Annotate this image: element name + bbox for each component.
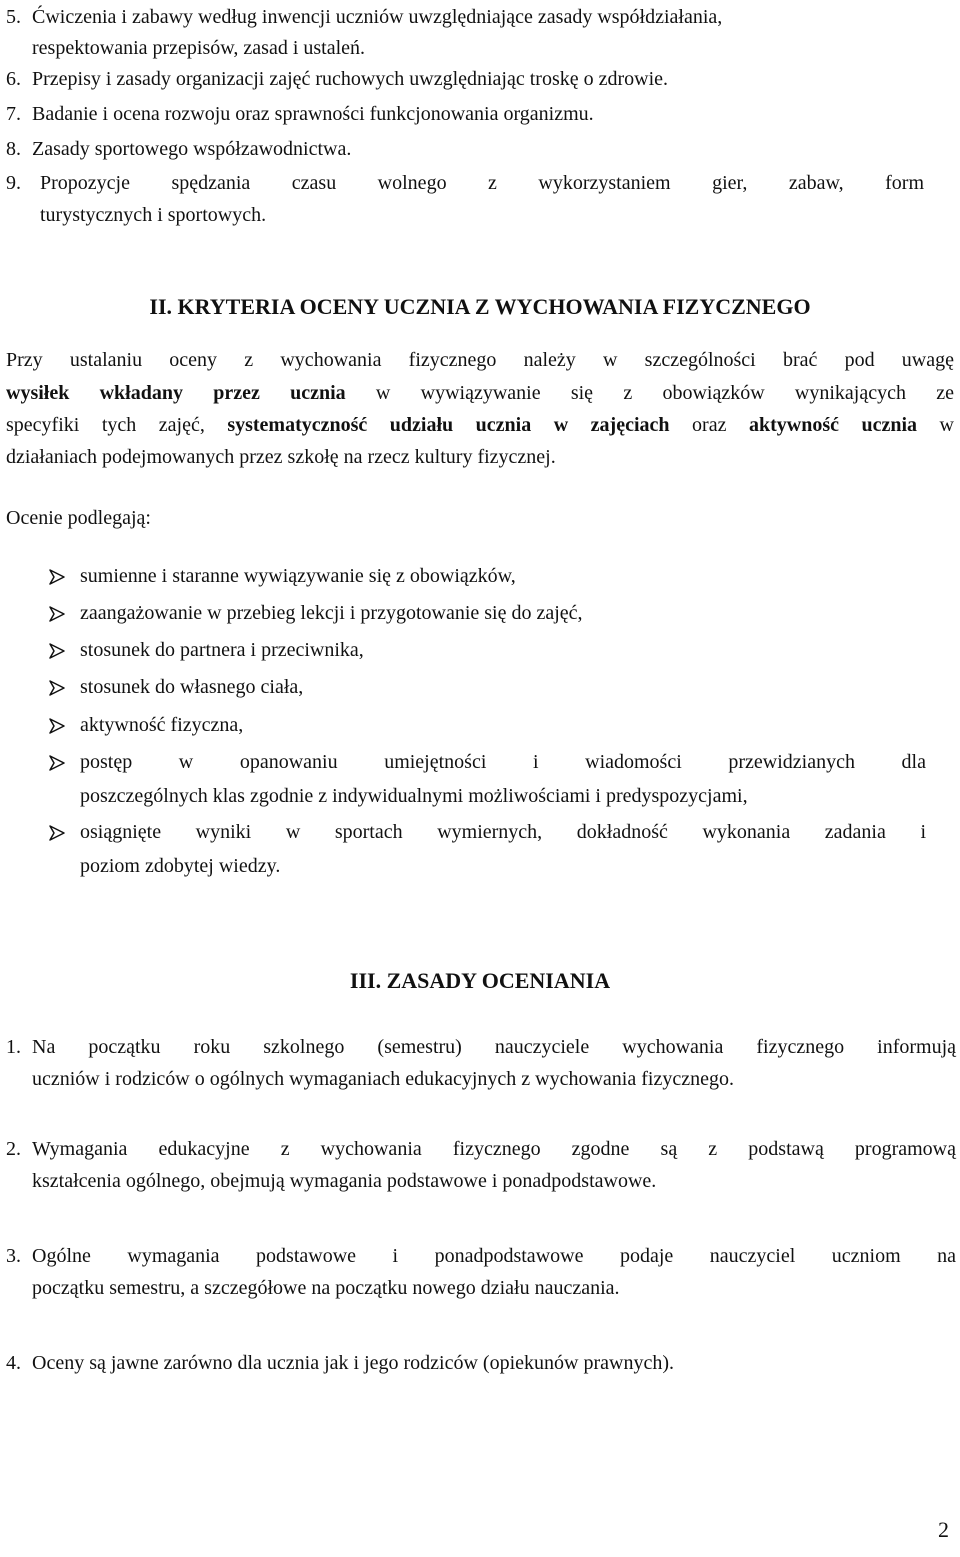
list-item: sumienne i staranne wywiązywanie się z obowiązków, xyxy=(80,565,516,587)
paragraph-text: w wywiązywanie się z obowiązków wynikających ze xyxy=(345,382,954,404)
paragraph-line xyxy=(6,380,954,406)
list-item-text: respektowania przepisów, zasad i ustaleń. xyxy=(32,37,366,59)
list-item-text: Przepisy i zasady organizacji zajęć ruchowych uwzględniając troskę o zdrowie. xyxy=(32,68,669,90)
arrow-bullet-icon xyxy=(48,679,66,697)
list-number: 1. xyxy=(6,1036,21,1058)
arrow-bullet-icon xyxy=(48,642,66,660)
list-number: 5. xyxy=(6,6,21,28)
page-number: 2 xyxy=(938,1517,949,1542)
emphasis-systematic: systematyczność udziału ucznia w zajęciach xyxy=(227,414,670,436)
list-number: 8. xyxy=(6,138,21,160)
list-item-text: Badanie i ocena rozwoju oraz sprawności funkcjonowania organizmu. xyxy=(32,103,594,125)
list-item: stosunek do własnego ciała, xyxy=(80,676,304,698)
list-item-text: kształcenia ogólnego, obejmują wymagania podstawowe i ponadpodstawowe. xyxy=(32,1170,657,1192)
arrow-bullet-icon xyxy=(48,605,66,623)
list-number: 9. xyxy=(6,172,21,194)
list-item: zaangażowanie w przebieg lekcji i przygotowanie się do zajęć, xyxy=(80,602,583,624)
list-item-text: Wymagania edukacyjne z wychowania fizycznego zgodne są z podstawą programową xyxy=(32,1138,956,1160)
list-item-text: Ogólne wymagania podstawowe i ponadpodstawowe podaje nauczyciel uczniom na xyxy=(32,1245,956,1267)
arrow-bullet-icon xyxy=(48,754,66,772)
list-number: 4. xyxy=(6,1352,21,1374)
arrow-bullet-icon xyxy=(48,824,66,842)
list-item-text: Zasady sportowego współzawodnictwa. xyxy=(32,138,352,160)
arrow-bullet-icon xyxy=(48,717,66,735)
list-item-text: uczniów i rodziców o ogólnych wymaganiach edukacyjnych z wychowania fizycznego. xyxy=(32,1068,734,1090)
paragraph-text: specyfiki tych zajęć, xyxy=(6,414,228,436)
list-item-text: turystycznych i sportowych. xyxy=(40,204,267,226)
list-item: aktywność fizyczna, xyxy=(80,714,244,736)
list-item-text: Oceny są jawne zarówno dla ucznia jak i jego rodziców (opiekunów prawnych). xyxy=(32,1352,674,1374)
list-number: 6. xyxy=(6,68,21,90)
list-item-text: Ćwiczenia i zabawy według inwencji uczniów uwzględniające zasady współdziałania, xyxy=(32,6,723,28)
paragraph-line: Przy ustalaniu oceny z wychowania fizycznego należy w szczególności brać pod uwagę xyxy=(6,349,954,371)
section-heading-kryteria: II. KRYTERIA OCENY UCZNIA Z WYCHOWANIA FIZYCZNEGO xyxy=(149,294,811,319)
list-item: postęp w opanowaniu umiejętności i wiadomości przewidzianych dla xyxy=(80,751,926,773)
paragraph-line xyxy=(6,412,954,438)
paragraph-text: oraz xyxy=(669,414,749,436)
list-number: 3. xyxy=(6,1245,21,1267)
section-heading-zasady: III. ZASADY OCENIANIA xyxy=(349,968,611,993)
emphasis-activity: aktywność ucznia xyxy=(748,414,918,436)
list-item: poszczególnych klas zgodnie z indywidualnymi możliwościami i predyspozycjami, xyxy=(80,785,748,807)
list-item-text: Na początku roku szkolnego (semestru) nauczyciele wychowania fizycznego informują xyxy=(32,1036,956,1058)
list-item: osiągnięte wyniki w sportach wymiernych, dokładność wykonania zadania i xyxy=(80,821,926,843)
paragraph-line: działaniach podejmowanych przez szkołę na rzecz kultury fizycznej. xyxy=(6,446,556,468)
list-item: stosunek do partnera i przeciwnika, xyxy=(80,639,364,661)
ocenie-label: Ocenie podlegają: xyxy=(6,507,151,529)
emphasis-effort: wysiłek wkładany przez ucznia xyxy=(6,382,346,404)
list-number: 2. xyxy=(6,1138,21,1160)
list-item: poziom zdobytej wiedzy. xyxy=(80,855,281,877)
list-number: 7. xyxy=(6,103,21,125)
list-item-text: początku semestru, a szczegółowe na początku nowego działu nauczania. xyxy=(32,1277,620,1299)
paragraph-text: w xyxy=(917,414,954,436)
list-item-text: Propozycje spędzania czasu wolnego z wykorzystaniem gier, zabaw, form xyxy=(40,172,924,194)
arrow-bullet-icon xyxy=(48,568,66,586)
